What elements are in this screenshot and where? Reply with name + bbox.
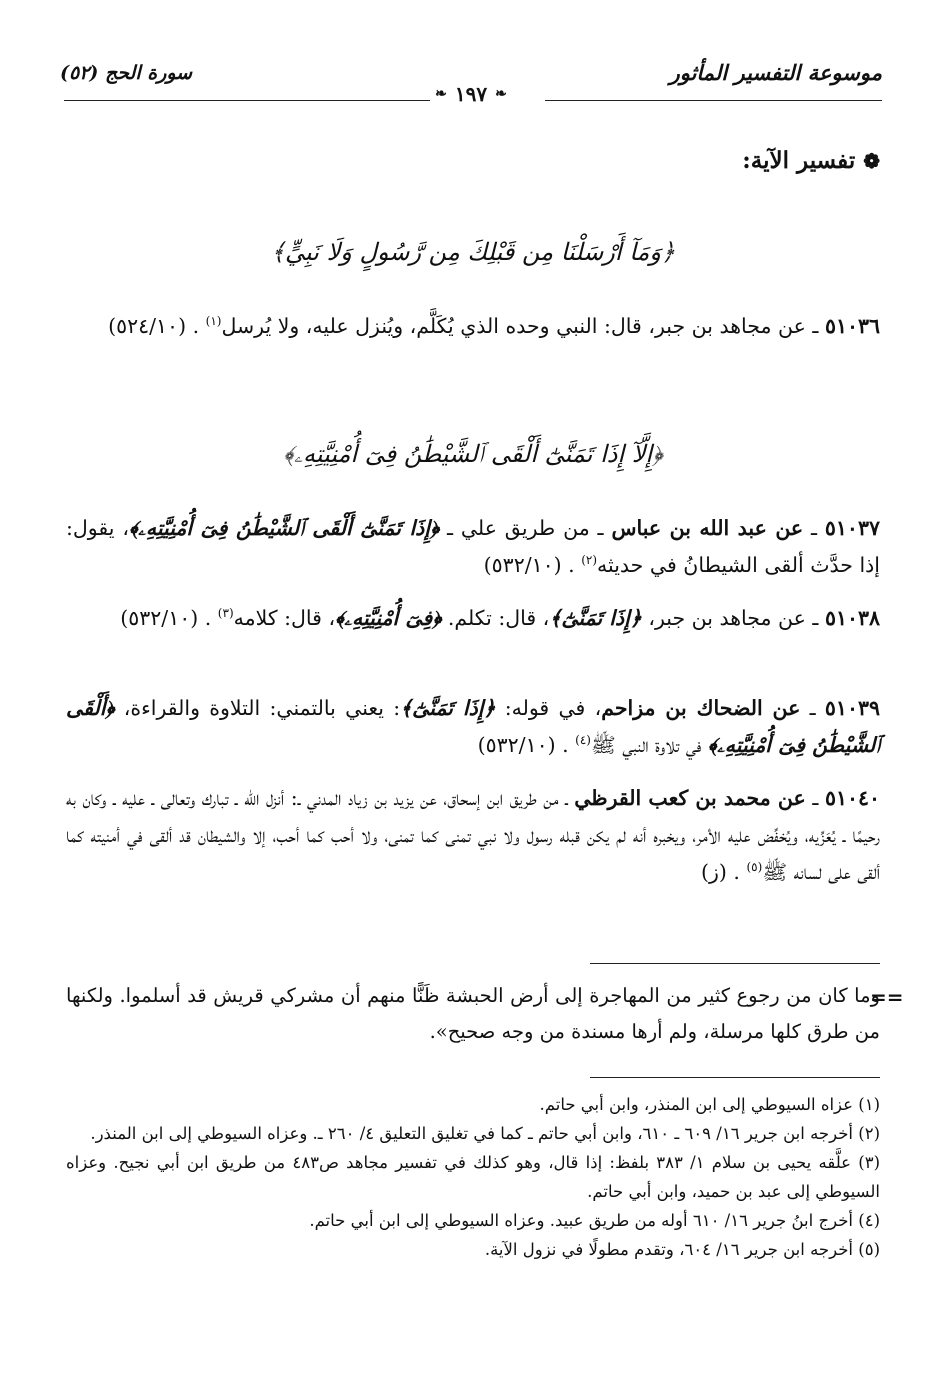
narration-text: ، يقول: إذا حدَّث ألقى الشيطانُ في حديثه: [66, 516, 880, 577]
header-rule-right: [545, 100, 882, 101]
footnote-1: (١) عزاه السيوطي إلى ابن المنذر، وابن أبي حاتم.: [539, 1095, 880, 1114]
narrator-name: عن عبد الله بن عباس: [611, 516, 804, 540]
footnotes: [66, 1090, 880, 1264]
ornament-icon: ❧: [435, 86, 447, 102]
quran-quote: ﴿إِذَا تَمَنَّىٰٓ أَلْقَى ٱلشَّيْطَٰنُ فِىٓ أُمْنِيَّتِهِۦ﴾: [128, 516, 440, 540]
narration-number: ٥١٠٣٨: [824, 606, 880, 630]
narration-51036: [66, 308, 880, 345]
footnote-5: (٥) أخرجه ابن جرير ١٦/ ٦٠٤، وتقدم مطولًا في نزول الآية.: [484, 1240, 880, 1259]
footnote-marker: (٢): [581, 553, 598, 568]
footnote-3: (٣) علَّقه يحيى بن سلام ١/ ٣٨٣ بلفظ: إذا قال، وهو كذلك في تفسير مجاهد ص٤٨٣ من طريق ابن أبي نجيح. وعزاه السيوطي إلى عبد بن حميد، وابن أبي حاتم.: [66, 1153, 880, 1201]
narrator-name: عن محمد بن كعب القرظي: [574, 786, 806, 810]
narration-number: ٥١٠٣٧: [824, 516, 880, 540]
quran-quote: ﴿أَلْقَى ٱلشَّيْطَٰنُ فِىٓ أُمْنِيَّتِهِۦ﴾: [66, 696, 880, 757]
narration-number: ٥١٠٤٠: [824, 786, 880, 810]
running-header: [60, 60, 882, 106]
narration-text: ، في قوله:: [504, 696, 602, 720]
narration-text: ، قال: كلامه: [233, 606, 336, 630]
quran-quote: ﴿إِذَا تَمَنَّىٰٓ﴾: [400, 696, 496, 720]
narration-text: في تلاوة النبي ﷺ: [590, 733, 702, 757]
narration-text: : يعني بالتمني: التلاوة والقراءة،: [123, 696, 401, 720]
narration-51039: ٥١٠٣٩ ـ عن الضحاك بن مزاحم، في قوله: ﴿إِذَا تَمَنَّىٰٓ﴾: يعني بالتمني: التلاوة والقراءة، ﴿أَلْقَى ٱلشَّيْطَٰنُ فِىٓ أُمْنِيَّتِهِۦ﴾ في تلاوة النبي ﷺ$^{(٤)}$ . (٥٣٢/١٠): [66, 696, 880, 757]
flower-icon: ❁: [863, 148, 880, 173]
continuation-marker: ==: [870, 985, 904, 1009]
narrator-name: عن الضحاك بن مزاحم: [601, 696, 801, 720]
narration-text: ـ من طريق ابن إسحاق، عن يزيد بن زياد المدني ـ: أنزل الله ـ تبارك وتعالى ـ عليه ـ وكان به رحيمًا ـ يُعَزِّيه، ويُخفِّض عليه الأمر، ويخبره أنه لم يكن قبله رسول ولا نبي تمنى كما تمنى، ولا أحب كما أحب، إلا والشيطان قد ألقى في أمنيته كما ألقى على لسانه ﷺ: [66, 786, 880, 884]
narration-number: ٥١٠٣٩: [824, 696, 880, 720]
heading-text: تفسير الآية:: [742, 147, 856, 174]
section-heading: [742, 147, 880, 174]
header-rule-left: [64, 100, 430, 101]
footnote-rule: [590, 1077, 880, 1078]
narration-text: ـ عن مجاهد بن جبر،: [648, 606, 819, 630]
footnote-2: (٢) أخرجه ابن جرير ١٦/ ٦٠٩ ـ ٦١٠، وابن أبي حاتم ـ كما في تغليق التعليق ٤/ ٢٦٠ ـ. وعزاه السيوطي إلى ابن المنذر.: [90, 1124, 880, 1143]
quran-quote: ﴿إِذَا تَمَنَّىٰٓ﴾: [549, 606, 642, 630]
footnote-marker: (٥): [746, 860, 763, 875]
quran-quote: ﴿فِىٓ أُمْنِيَّتِهِۦ﴾: [335, 606, 442, 630]
footnote-marker: (٣): [217, 606, 234, 621]
volume-reference: . (ز): [701, 860, 740, 884]
ornament-icon: ❧: [495, 86, 507, 102]
volume-reference: . (٥٢٤/١٠): [108, 314, 200, 338]
page-number: ١٩٧: [454, 82, 488, 106]
narration-51038: [66, 600, 880, 637]
quran-verse-1: ﴿وَمَآ أَرْسَلْنَا مِن قَبْلِكَ مِن رَّسُولٍ وَلَا نَبِيٍّ﴾: [270, 238, 676, 266]
quran-verse-2: ﴿إِلَّآ إِذَا تَمَنَّىٰٓ أَلْقَى ٱلشَّيْطَٰنُ فِىٓ أُمْنِيَّتِهِۦ﴾: [283, 440, 663, 468]
narration-text: ـ من طريق علي ـ: [446, 516, 604, 540]
volume-reference: . (٥٣٢/١٠): [120, 606, 212, 630]
footnote-marker: (١): [205, 314, 222, 329]
narration-text: ، قال: تكلم.: [447, 606, 550, 630]
footnote-4: (٤) أخرج ابنُ جرير ١٦/ ٦١٠ أوله من طريق عبيد. وعزاه السيوطي إلى ابن أبي حاتم.: [309, 1211, 880, 1230]
narration-51040: ٥١٠٤٠ ـ عن محمد بن كعب القرظي ـ من طريق ابن إسحاق، عن يزيد بن زياد المدني ـ: أنزل الله ـ تبارك وتعالى ـ عليه ـ وكان به رحيمًا ـ يُعَزِّيه، ويُخفِّض عليه الأمر، ويخبره أنه لم يكن قبله رسول ولا نبي تمنى كما تمنى، ولا أحب كما أحب، إلا والشيطان قد ألقى في أمنيته كما ألقى على لسانه ﷺ$^{(٥)}$ . (ز): [66, 786, 880, 884]
surah-label: سورة الحج (٥٢): [60, 62, 193, 84]
narration-text: ـ عن مجاهد بن جبر، قال: النبي وحده الذي يُكَلَّم، ويُنزل عليه، ولا يُرسل: [221, 314, 819, 338]
page-number-block: [435, 82, 507, 106]
volume-reference: . (٥٣٢/١٠): [477, 733, 569, 757]
volume-reference: . (٥٣٢/١٠): [483, 553, 575, 577]
book-title: موسوعة التفسير المأثور: [669, 60, 882, 85]
footnote-marker: (٤): [575, 733, 591, 748]
narration-number: ٥١٠٣٦: [824, 314, 880, 338]
narration-51037: ٥١٠٣٧ ـ عن عبد الله بن عباس ـ من طريق علي ـ ﴿إِذَا تَمَنَّىٰٓ أَلْقَى ٱلشَّيْطَٰنُ فِىٓ أُمْنِيَّتِهِۦ﴾، يقول: إذا حدَّث ألقى الشيطانُ في حديثه$^{(٢)}$ . (٥٣٢/١٠): [66, 516, 880, 577]
continued-footnote: وما كان من رجوع كثير من المهاجرة إلى أرض الحبشة ظَنًّا منهم أن مشركي قريش قد أسلموا. ولكنها من طرق كلها مرسلة، ولم أرها مسندة من وجه صحيح».: [66, 984, 880, 1043]
footnote-rule: [590, 963, 880, 964]
